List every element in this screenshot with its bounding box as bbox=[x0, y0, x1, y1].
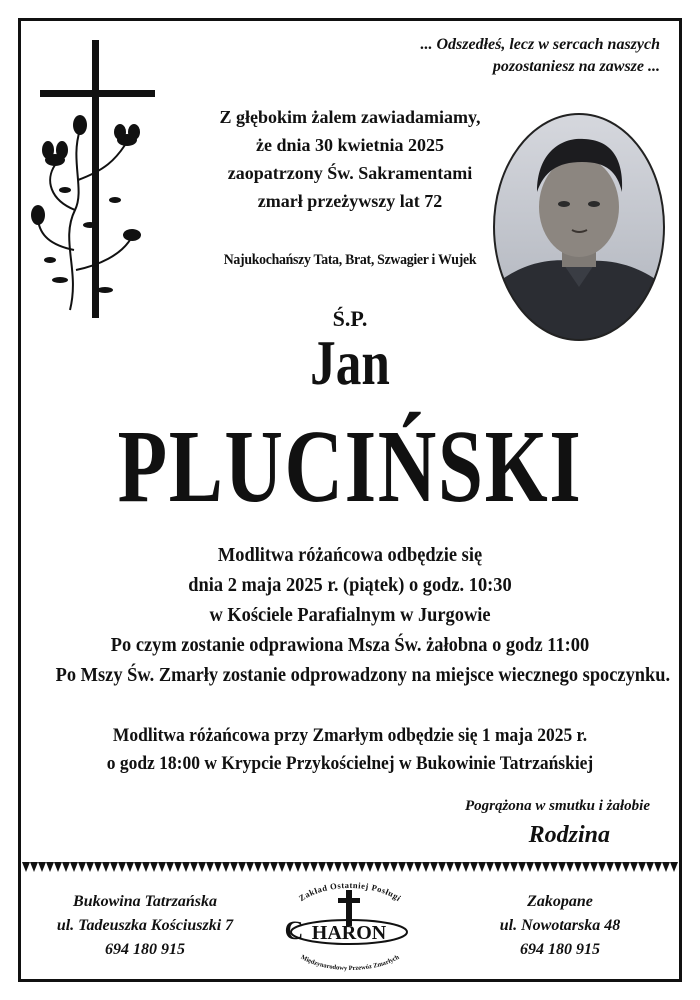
ceremony-line-5: Po Mszy Św. Zmarły zostanie odprowadzony na miejsce wiecznego spoczynku. bbox=[55, 664, 671, 686]
mourning-phrase: Pogrążona w smutku i żałobie bbox=[464, 798, 650, 814]
footer-address-right bbox=[460, 890, 660, 962]
logo-initial-c: C bbox=[284, 916, 304, 945]
last-name: PLUCIŃSKI bbox=[117, 409, 583, 524]
footer-address-left bbox=[40, 890, 250, 962]
zigzag-divider bbox=[22, 862, 678, 872]
ceremony-details bbox=[55, 540, 671, 690]
footer-left-phone: 694 180 915 bbox=[105, 941, 185, 958]
family-signature: Rodzina bbox=[528, 822, 610, 848]
footer-right-town: Zakopane bbox=[527, 893, 593, 910]
announcement-line-4: zmarł przeżywszy lat 72 bbox=[257, 191, 443, 211]
relation-text: Najukochańszy Tata, Brat, Szwagier i Wujek bbox=[223, 252, 477, 268]
logo-bottom-text: Międzynarodowy Przewóz Zmarłych bbox=[299, 953, 401, 973]
cross-with-lilies-icon bbox=[30, 40, 160, 325]
announcement-line-3: zaopatrzony Św. Sakramentami bbox=[227, 163, 473, 183]
motto bbox=[420, 34, 660, 78]
ceremony-line-3: w Kościele Parafialnym w Jurgowie bbox=[209, 604, 491, 626]
portrait-photo bbox=[492, 112, 666, 342]
announcement-line-2: że dnia 30 kwietnia 2025 bbox=[255, 135, 444, 155]
vigil-details bbox=[56, 722, 645, 778]
sp-prefix: Ś.P. bbox=[332, 306, 368, 331]
motto-line-1: ... Odszedłeś, lecz w sercach naszych bbox=[420, 36, 660, 53]
first-name: Jan bbox=[310, 327, 390, 398]
ceremony-line-4: Po czym zostanie odprawiona Msza Św. żałobna o godz 11:00 bbox=[110, 634, 590, 656]
charon-logo bbox=[270, 878, 430, 974]
death-announcement bbox=[180, 103, 520, 215]
footer-left-street: ul. Tadeuszka Kościuszki 7 bbox=[56, 917, 234, 934]
footer-right-street: ul. Nowotarska 48 bbox=[499, 917, 621, 934]
motto-line-2: pozostaniesz na zawsze ... bbox=[492, 58, 660, 75]
svg-text:Międzynarodowy Przewóz Zmarłyc bbox=[300, 954, 401, 972]
vigil-line-2: o godz 18:00 w Krypcie Przykościelnej w Bukowinie Tatrzańskiej bbox=[106, 753, 594, 774]
footer-left-town: Bukowina Tatrzańska bbox=[73, 893, 217, 910]
vigil-line-1: Modlitwa różańcowa przy Zmarłym odbędzie się 1 maja 2025 r. bbox=[112, 725, 588, 746]
announcement-line-1: Z głębokim żalem zawiadamiamy, bbox=[219, 107, 481, 127]
logo-name: HARON bbox=[311, 922, 387, 944]
ceremony-line-1: Modlitwa różańcowa odbędzie się bbox=[217, 544, 483, 566]
footer-right-phone: 694 180 915 bbox=[520, 941, 600, 958]
ceremony-line-2: dnia 2 maja 2025 r. (piątek) o godz. 10:30 bbox=[188, 574, 512, 596]
logo-top-text: Zakład Ostatniej Posługi bbox=[296, 879, 404, 904]
